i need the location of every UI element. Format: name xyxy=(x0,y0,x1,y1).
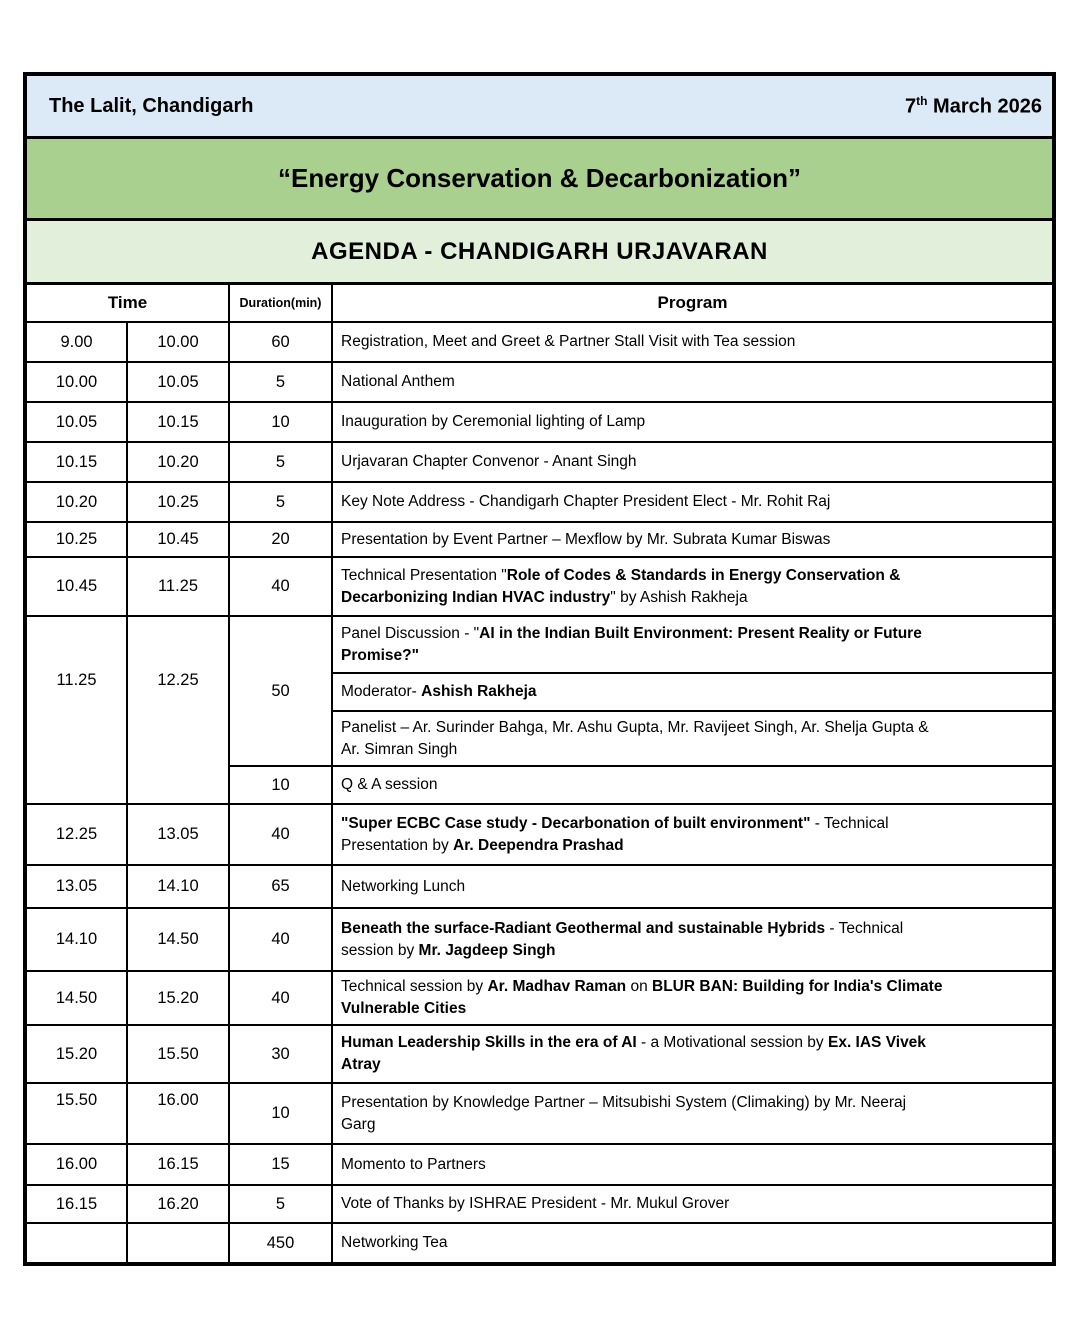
time-cell: 13.05 xyxy=(127,804,229,865)
time-cell: 14.10 xyxy=(27,908,127,971)
program-cell xyxy=(332,804,1052,865)
program-cell xyxy=(332,908,1052,971)
time-cell: 16.15 xyxy=(127,1144,229,1185)
program-text-segment: on xyxy=(626,978,653,995)
program-text-segment: Ex. IAS Vivek xyxy=(827,1034,926,1051)
duration-cell: 20 xyxy=(229,522,332,557)
program-cell xyxy=(332,557,1052,616)
table-row xyxy=(27,1144,1052,1185)
duration-cell: 450 xyxy=(229,1223,332,1262)
program-cell: Q & A session xyxy=(332,766,1052,804)
program-cell xyxy=(332,616,1052,673)
program-cell: Inauguration by Ceremonial lighting of Lamp xyxy=(332,402,1052,442)
table-row xyxy=(27,362,1052,402)
time-cell: 10.15 xyxy=(27,442,127,482)
program-cell: Networking Lunch xyxy=(332,865,1052,908)
program-cell xyxy=(332,711,1052,766)
duration-cell: 40 xyxy=(229,804,332,865)
table-row xyxy=(27,1185,1052,1223)
duration-cell: 10 xyxy=(229,1083,332,1144)
col-header-program: Program xyxy=(332,285,1052,322)
program-text-segment: Ar. Deependra Prashad xyxy=(453,836,624,854)
program-text-segment: Ar. Simran Singh xyxy=(341,740,458,758)
program-text-segment: " by Ashish Rakheja xyxy=(610,588,748,606)
table-row xyxy=(27,971,1052,1025)
program-cell xyxy=(332,673,1052,711)
program-text-segment: - Technical xyxy=(810,814,889,832)
table-row xyxy=(27,908,1052,971)
time-cell: 9.00 xyxy=(27,322,127,362)
agenda-band xyxy=(27,221,1052,285)
time-cell: 10.20 xyxy=(127,442,229,482)
program-text-segment: "Super ECBC Case study - Decarbonation of built environment" xyxy=(341,814,811,832)
program-cell xyxy=(332,971,1052,1025)
table-row xyxy=(27,616,1052,673)
table-row xyxy=(27,442,1052,482)
program-text-segment: Technical session by xyxy=(341,978,488,995)
program-text-segment: Role of Codes & Standards in Energy Conservation & xyxy=(506,566,901,584)
date-day: 7 xyxy=(905,95,917,118)
program-text-segment: Beneath the surface-Radiant Geothermal and sustainable Hybrids xyxy=(341,919,826,937)
header-band xyxy=(27,76,1052,139)
program-text-segment: Ar. Madhav Raman xyxy=(487,978,627,995)
duration-cell: 5 xyxy=(229,1185,332,1223)
program-text-segment: - Technical xyxy=(825,919,904,937)
duration-cell: 5 xyxy=(229,362,332,402)
duration-cell: 5 xyxy=(229,482,332,522)
duration-cell: 60 xyxy=(229,322,332,362)
time-cell: 15.20 xyxy=(127,971,229,1025)
time-cell: 10.25 xyxy=(27,522,127,557)
table-row xyxy=(27,865,1052,908)
program-text-segment: AI in the Indian Built Environment: Present Reality or Future xyxy=(479,624,922,642)
program-cell: Momento to Partners xyxy=(332,1144,1052,1185)
time-cell: 10.05 xyxy=(27,402,127,442)
program-cell xyxy=(332,1083,1052,1144)
table-row xyxy=(27,557,1052,616)
program-text-segment: BLUR BAN: Building for India's Climate xyxy=(652,978,943,995)
program-text-segment: Presentation by Knowledge Partner – Mitsubishi System (Climaking) by Mr. Neeraj xyxy=(341,1093,907,1111)
duration-cell: 30 xyxy=(229,1025,332,1083)
program-cell: Networking Tea xyxy=(332,1223,1052,1262)
time-cell: 15.50 xyxy=(27,1083,127,1144)
event-title: “Energy Conservation & Decarbonization” xyxy=(278,163,801,193)
time-cell: 16.15 xyxy=(27,1185,127,1223)
program-text-segment: Moderator- xyxy=(341,683,422,700)
program-text-segment: Ashish Rakheja xyxy=(421,683,537,700)
program-cell: Registration, Meet and Greet & Partner Stall Visit with Tea session xyxy=(332,322,1052,362)
venue-title: The Lalit, Chandigarh xyxy=(49,94,254,117)
time-cell: 16.00 xyxy=(127,1083,229,1144)
time-cell: 10.25 xyxy=(127,482,229,522)
time-cell: 10.00 xyxy=(127,322,229,362)
agenda-title: AGENDA - CHANDIGARH URJAVARAN xyxy=(311,237,768,265)
time-cell: 10.20 xyxy=(27,482,127,522)
time-cell: 13.05 xyxy=(27,865,127,908)
program-text-segment: Mr. Jagdeep Singh xyxy=(418,941,556,959)
time-cell: 10.15 xyxy=(127,402,229,442)
time-cell: 16.20 xyxy=(127,1185,229,1223)
time-cell: 10.45 xyxy=(27,557,127,616)
date-rest: March 2026 xyxy=(927,95,1042,118)
program-cell: Key Note Address - Chandigarh Chapter President Elect - Mr. Rohit Raj xyxy=(332,482,1052,522)
program-text-segment: Decarbonizing Indian HVAC industry xyxy=(341,588,611,606)
duration-cell: 40 xyxy=(229,908,332,971)
duration-cell: 5 xyxy=(229,442,332,482)
duration-cell: 40 xyxy=(229,971,332,1025)
program-text-segment: Panelist – Ar. Surinder Bahga, Mr. Ashu Gupta, Mr. Ravijeet Singh, Ar. Shelja Gupta & xyxy=(341,718,929,736)
table-row xyxy=(27,1025,1052,1083)
program-cell xyxy=(332,1025,1052,1083)
duration-cell: 10 xyxy=(229,766,332,804)
time-cell xyxy=(127,1223,229,1262)
table-row xyxy=(27,402,1052,442)
time-cell: 10.45 xyxy=(127,522,229,557)
program-text-segment: Atray xyxy=(341,1056,381,1073)
agenda-sheet xyxy=(23,72,1056,1266)
duration-cell: 10 xyxy=(229,402,332,442)
table-row xyxy=(27,804,1052,865)
time-cell: 10.05 xyxy=(127,362,229,402)
duration-cell: 40 xyxy=(229,557,332,616)
agenda-table xyxy=(27,285,1052,1262)
program-text-segment: Presentation by xyxy=(341,836,454,854)
time-cell: 14.50 xyxy=(27,971,127,1025)
agenda-table-body xyxy=(27,322,1052,1262)
table-row xyxy=(27,1083,1052,1144)
time-cell: 12.25 xyxy=(27,804,127,865)
table-row xyxy=(27,482,1052,522)
event-date xyxy=(905,94,1042,119)
time-cell xyxy=(27,1223,127,1262)
duration-cell: 15 xyxy=(229,1144,332,1185)
table-row xyxy=(27,322,1052,362)
program-text-segment: session by xyxy=(341,941,419,959)
program-cell: Vote of Thanks by ISHRAE President - Mr. Mukul Grover xyxy=(332,1185,1052,1223)
col-header-time: Time xyxy=(27,285,229,322)
program-text-segment: Garg xyxy=(341,1115,376,1133)
program-text-segment: Panel Discussion - " xyxy=(341,624,480,642)
title-band xyxy=(27,139,1052,221)
table-header-row xyxy=(27,285,1052,322)
table-row xyxy=(27,522,1052,557)
time-cell: 12.25 xyxy=(127,616,229,804)
table-row xyxy=(27,1223,1052,1262)
date-ordinal-suffix: th xyxy=(916,93,928,108)
col-header-duration: Duration(min) xyxy=(229,285,332,322)
program-text-segment: Vulnerable Cities xyxy=(341,1000,467,1017)
program-text-segment: Promise?" xyxy=(341,646,419,664)
time-cell: 11.25 xyxy=(127,557,229,616)
program-cell: Urjavaran Chapter Convenor - Anant Singh xyxy=(332,442,1052,482)
time-cell: 14.50 xyxy=(127,908,229,971)
program-text-segment: Human Leadership Skills in the era of AI xyxy=(341,1034,637,1051)
time-cell: 11.25 xyxy=(27,616,127,804)
time-cell: 10.00 xyxy=(27,362,127,402)
time-cell: 15.20 xyxy=(27,1025,127,1083)
program-cell: National Anthem xyxy=(332,362,1052,402)
program-text-segment: - a Motivational session by xyxy=(636,1034,828,1051)
time-cell: 15.50 xyxy=(127,1025,229,1083)
duration-cell: 65 xyxy=(229,865,332,908)
time-cell: 16.00 xyxy=(27,1144,127,1185)
program-cell: Presentation by Event Partner – Mexflow by Mr. Subrata Kumar Biswas xyxy=(332,522,1052,557)
time-cell: 14.10 xyxy=(127,865,229,908)
duration-cell: 50 xyxy=(229,616,332,766)
program-text-segment: Technical Presentation " xyxy=(341,566,507,584)
